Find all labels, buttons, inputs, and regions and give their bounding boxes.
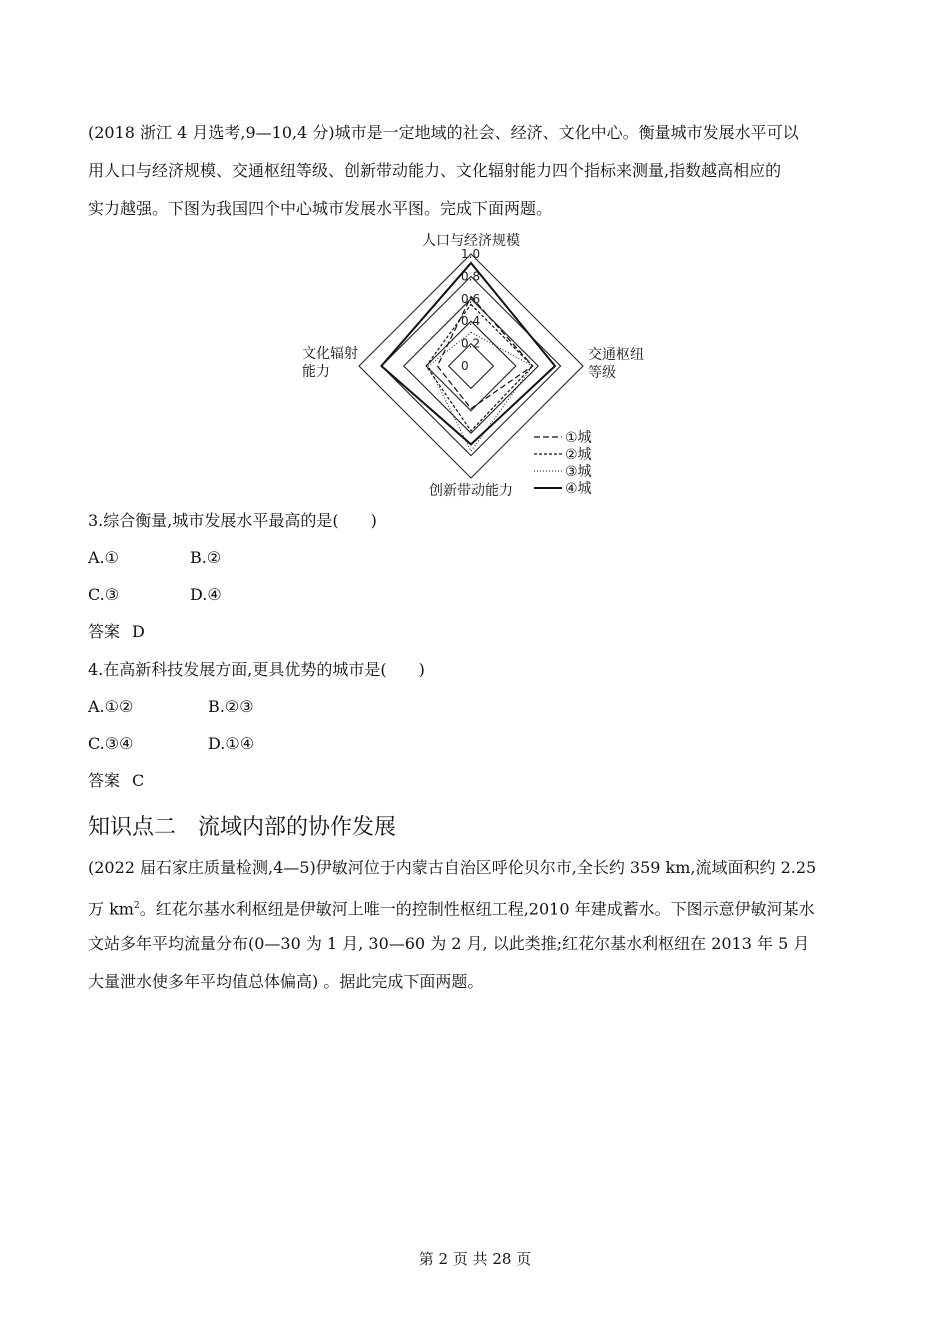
q3-answer-value: D	[132, 622, 145, 641]
q3-answer	[88, 622, 145, 642]
q3-option-d[interactable]: D.④	[190, 585, 222, 604]
passage2-line-2a: 万 km	[88, 899, 134, 919]
q4-stem: 4.在高新科技发展方面,更具优势的城市是( )	[88, 660, 425, 679]
axis-label-right-2: 等级	[588, 365, 616, 381]
chart-legend	[534, 430, 592, 497]
q3-answer-label: 答案	[88, 622, 121, 641]
passage2-line-3: 文站多年平均流量分布(0—30 为 1 月, 30—60 为 2 月, 以此类推;红花尔基水利枢纽在 2013 年 5 月	[88, 934, 810, 953]
q4-option-c[interactable]: C.③④	[88, 734, 134, 753]
intro-line-2: 用人口与经济规模、交通枢纽等级、创新带动能力、文化辐射能力四个指标来测量,指数越高相应的	[88, 161, 782, 180]
section-heading: 知识点二 流域内部的协作发展	[88, 815, 397, 840]
tick-label-2: 0.4	[461, 314, 481, 329]
tick-label-4: 0.8	[461, 269, 481, 284]
q4-answer-value: C	[132, 771, 145, 790]
passage2-line-2b: 。红花尔基水利枢纽是伊敏河上唯一的控制性枢纽工程,2010 年建成蓄水。下图示意伊敏河某水	[139, 899, 815, 919]
q4-option-a[interactable]: A.①②	[88, 697, 134, 716]
q3-option-b[interactable]: B.②	[190, 548, 222, 567]
intro-line-3: 实力越强。下图为我国四个中心城市发展水平图。完成下面两题。	[88, 199, 553, 218]
legend-label-3: ③城	[565, 464, 592, 480]
series-3-polygon	[428, 332, 532, 451]
tick-label-5: 1.0	[461, 247, 481, 261]
q3-option-c[interactable]: C.③	[88, 585, 120, 604]
tick-label-3: 0.6	[461, 291, 481, 306]
axis-label-top: 人口与经济规模	[422, 233, 520, 249]
passage2-line-4: 大量泄水使多年平均值总体偏高) 。据此完成下面两题。	[88, 972, 484, 991]
radar-chart	[290, 228, 670, 500]
legend-label-2: ②城	[565, 447, 592, 463]
passage2-line-2	[88, 896, 815, 919]
legend-label-4: ④城	[565, 481, 592, 497]
series-4-polygon	[381, 263, 555, 444]
tick-label-0: 0	[461, 359, 469, 373]
passage2-sup: 2	[133, 901, 140, 911]
q4-answer	[88, 771, 144, 791]
q4-answer-label: 答案	[88, 771, 121, 790]
axis-label-right-1: 交通枢纽	[588, 347, 644, 363]
legend-label-1: ①城	[565, 430, 592, 446]
passage2-line-1: (2022 届石家庄质量检测,4—5)伊敏河位于内蒙古自治区呼伦贝尔市,全长约 359 km,流域面积约 2.25	[88, 858, 817, 877]
intro-line-1: (2018 浙江 4 月选考,9—10,4 分)城市是一定地域的社会、经济、文化中心。衡量城市发展水平可以	[88, 123, 799, 142]
tick-label-1: 0.2	[461, 336, 481, 351]
q4-option-b[interactable]: B.②③	[208, 697, 254, 716]
q3-stem: 3.综合衡量,城市发展水平最高的是( )	[88, 511, 377, 530]
axis-label-left-2: 能力	[302, 364, 330, 380]
page-footer: 第 2 页 共 28 页	[418, 1250, 532, 1268]
q3-option-a[interactable]: A.①	[88, 548, 119, 567]
axis-label-bottom: 创新带动能力	[429, 483, 513, 499]
q4-option-d[interactable]: D.①④	[208, 734, 255, 753]
axis-label-left-1: 文化辐射	[302, 346, 358, 362]
